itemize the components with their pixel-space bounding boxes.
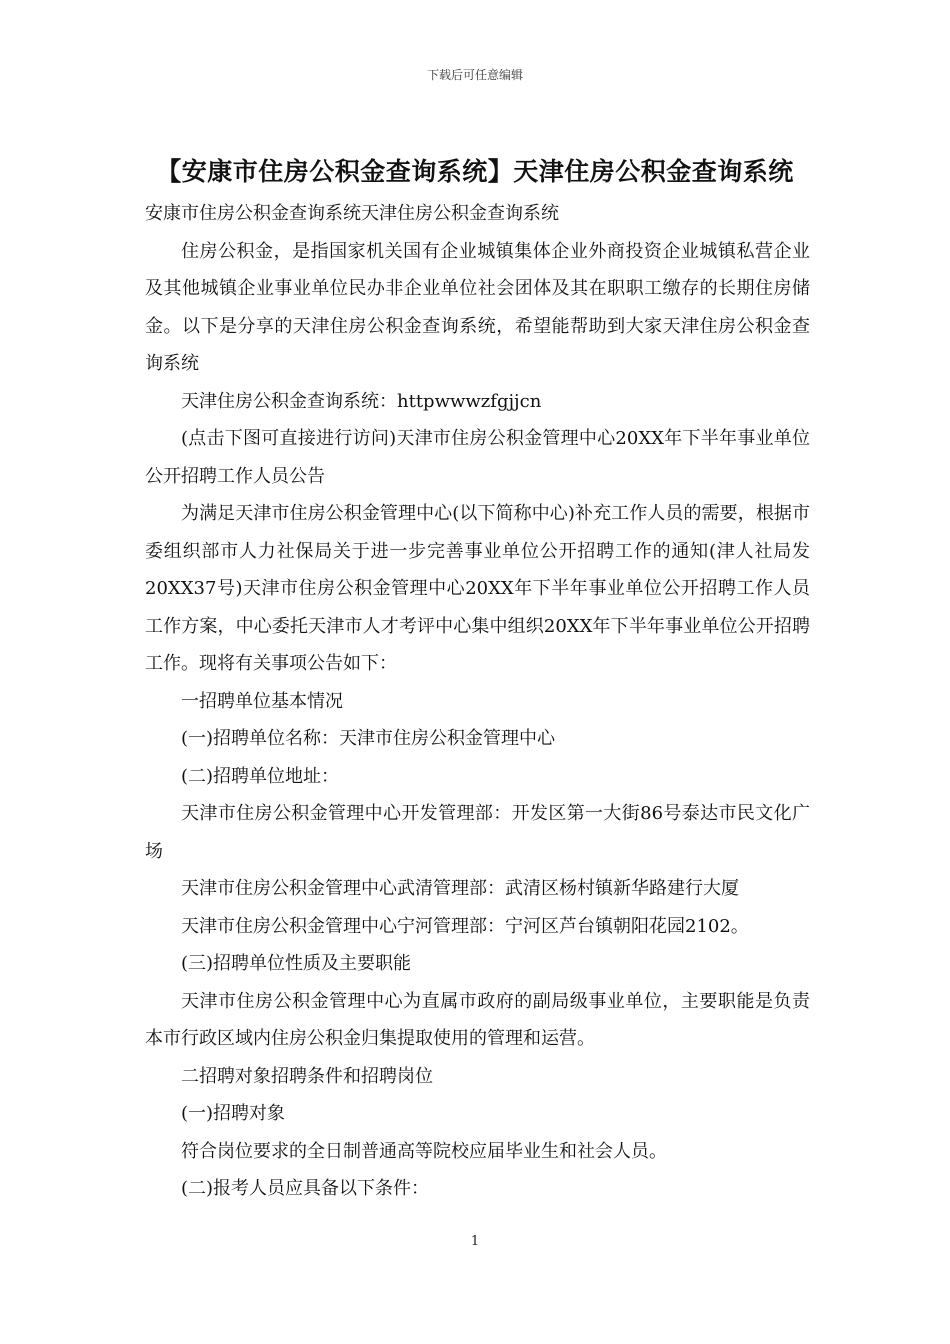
paragraph: 天津市住房公积金管理中心宁河管理部：宁河区芦台镇朝阳花园2102。 bbox=[181, 915, 749, 937]
paragraph: (一)招聘单位名称：天津市住房公积金管理中心 bbox=[181, 728, 556, 749]
page-number: 1 bbox=[470, 1234, 480, 1249]
paragraph: 天津市住房公积金管理中心为直属市政府的副局级事业单位，主要职能是负责本市行政区域内住房公积金归集提取使用的管理和运营。 bbox=[145, 990, 810, 1049]
section-heading: 二招聘对象招聘条件和招聘岗位 bbox=[181, 1065, 433, 1087]
paragraph: (点击下图可直接进行访问)天津市住房公积金管理中心20XX年下半年事业单位公开招聘工作人员公告 bbox=[145, 428, 810, 487]
paragraph: (二)招聘单位地址： bbox=[181, 765, 340, 787]
section-heading: 一招聘单位基本情况 bbox=[181, 690, 343, 712]
paragraph: 符合岗位要求的全日制普通高等院校应届毕业生和社会人员。 bbox=[181, 1140, 667, 1162]
paragraph: (一)招聘对象 bbox=[181, 1103, 286, 1124]
paragraph: 天津市住房公积金管理中心武清管理部：武清区杨村镇新华路建行大厦 bbox=[181, 878, 739, 899]
paragraph: 安康市住房公积金查询系统天津住房公积金查询系统 bbox=[145, 203, 559, 224]
paragraph: (三)招聘单位性质及主要职能 bbox=[181, 953, 412, 974]
paragraph: 为满足天津市住房公积金管理中心(以下简称中心)补充工作人员的需要，根据市委组织部市人力社保局关于进一步完善事业单位公开招聘工作的通知(津人社局发20XX37号)天津市住房公积金管理中心20XX年下半年事业单位公开招聘工作人员工作方案，中心委托天津市人才考评中心集中组织20XX年下半年事业单位公开招聘工作。现将有关事项公告如下： bbox=[145, 503, 810, 674]
document-body bbox=[145, 195, 810, 1208]
paragraph: 天津住房公积金查询系统：httpwwwzfgjjcn bbox=[181, 390, 542, 412]
paragraph: (二)报考人员应具备以下条件： bbox=[181, 1178, 430, 1199]
paragraph: 住房公积金，是指国家机关国有企业城镇集体企业外商投资企业城镇私营企业及其他城镇企业事业单位民办非企业单位社会团体及其在职职工缴存的长期住房储金。以下是分享的天津住房公积金查询系统，希望能帮助到大家天津住房公积金查询系统 bbox=[145, 240, 810, 374]
header-note: 下载后可任意编辑 bbox=[426, 68, 523, 82]
document-title: 【安康市住房公积金查询系统】天津住房公积金查询系统 bbox=[156, 157, 794, 186]
paragraph: 天津市住房公积金管理中心开发管理部：开发区第一大街86号泰达市民文化广场 bbox=[145, 803, 810, 862]
